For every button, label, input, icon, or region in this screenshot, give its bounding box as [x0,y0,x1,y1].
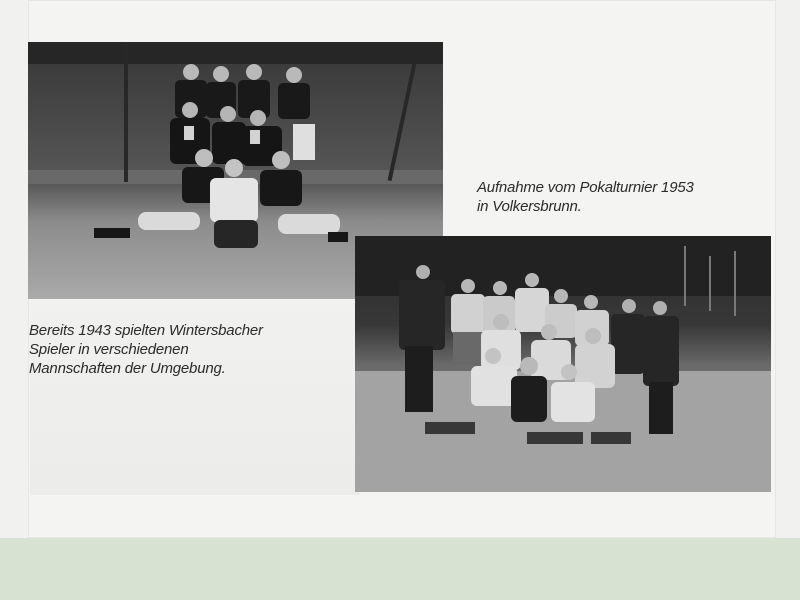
team-photo-1953 [355,236,771,492]
caption-pokalturnier-line-1: Aufnahme vom Pokalturnier 1953 [477,179,694,196]
caption-wintersbach-line-1: Bereits 1943 spielten Wintersbacher [29,322,263,339]
caption-wintersbach-line-2: Spieler in verschiedenen [29,341,189,358]
caption-wintersbach-line-3: Mannschaften der Umgebung. [29,360,226,377]
caption-pokalturnier-line-2: in Volkersbrunn. [477,198,582,215]
caption-wintersbach [29,321,329,378]
caption-pokalturnier [477,178,757,216]
